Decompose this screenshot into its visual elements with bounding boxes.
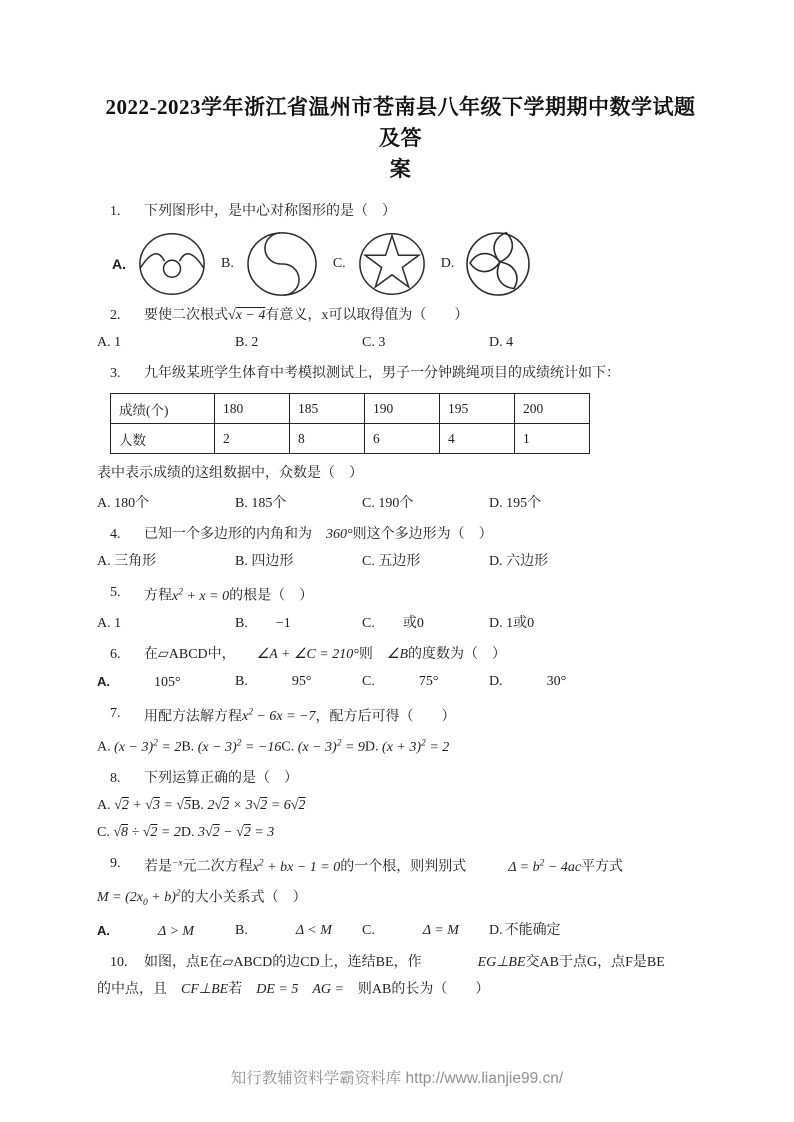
question-4 [97, 521, 704, 575]
table-cell: 4 [440, 424, 515, 454]
option-a [97, 668, 235, 696]
option-c-value: 75° [418, 673, 439, 689]
question-2-number: 2. [110, 308, 121, 323]
option-d: D. 195个 [489, 496, 542, 511]
option-a [97, 917, 235, 945]
center-symmetry-figure-d-icon [464, 230, 532, 298]
option-b-label: B. [235, 923, 248, 939]
option-a: A. 1 [97, 335, 122, 350]
option-b-label: B. [235, 673, 248, 689]
option-a-label: A. [97, 923, 110, 939]
option-c: C. 190个 [362, 496, 414, 511]
option-b: B. 四边形 [235, 554, 294, 569]
option-c [362, 917, 489, 945]
option-d: D. 4 [489, 335, 514, 350]
option-b-value: Δ < M [295, 923, 332, 939]
figure-option-c-label: C. [332, 256, 346, 271]
center-symmetry-figure-a-icon [136, 230, 208, 298]
figure-option-a-label: A. [112, 256, 126, 272]
question-2-stem-row [97, 302, 704, 329]
question-8-options-line2: C. √8 ÷ √2 = 2D. 3√2 − √2 = 3 [97, 824, 275, 840]
question-2-options [97, 329, 704, 356]
option-b [235, 668, 362, 696]
table-cell: 8 [290, 424, 365, 454]
question-8 [97, 765, 704, 846]
page-title [97, 92, 704, 185]
question-2 [97, 302, 704, 356]
question-3 [97, 360, 704, 517]
question-4-stem-row [97, 521, 704, 548]
option-b: B. −1 [235, 615, 291, 631]
question-7-number: 7. [110, 705, 121, 721]
table-cell: 180 [215, 394, 290, 424]
question-4-number: 4. [110, 527, 121, 542]
option-a: A. 三角形 [97, 554, 157, 569]
score-table-row-scores [111, 394, 590, 424]
question-7-stem: 用配方法解方程$x^2 - 6x = -7$，配方后可得（ ） [144, 707, 456, 725]
question-3-note: 表中表示成绩的这组数据中，众数是（ ） [97, 466, 363, 481]
question-1-stem: 下列图形中，是中心对称图形的是（ ） [144, 204, 396, 219]
table-cell: 200 [515, 394, 590, 424]
page-title-line2: 案 [389, 157, 412, 181]
center-symmetry-figure-c-icon [356, 230, 428, 298]
option-b-value: 95° [291, 673, 312, 689]
option-d-label: D. [489, 673, 503, 689]
question-3-stem-row [97, 360, 704, 387]
score-table [110, 393, 590, 454]
option-c: C. 3 [362, 335, 386, 350]
option-c-label: C. [362, 673, 375, 689]
option-a-label: A. [97, 673, 110, 689]
question-5-number: 5. [110, 585, 121, 600]
question-7-stem-row [97, 700, 704, 731]
option-a-value: Δ > M [158, 924, 195, 940]
question-9-number: 9. [110, 855, 121, 871]
question-3-stem: 九年级某班学生体育中考模拟测试上，男子一分钟跳绳项目的成绩统计如下： [144, 366, 620, 381]
option-c: C. 或0 [362, 615, 424, 631]
question-9-stem-row [97, 850, 704, 881]
question-8-number: 8. [110, 770, 121, 786]
figure-option-d-label: D. [440, 256, 455, 271]
question-6-stem-row [97, 641, 704, 668]
option-d [489, 917, 704, 945]
option-c: C. 五边形 [362, 554, 421, 569]
table-cell: 2 [215, 424, 290, 454]
question-10 [97, 949, 704, 1003]
table-cell: 195 [440, 394, 515, 424]
option-a: A. 1 [97, 615, 122, 631]
option-d-value: 不能确定 [504, 923, 561, 939]
question-6-stem: 在▱ABCD中， ∠A + ∠C = 210°则 ∠B的度数为（ ） [144, 646, 507, 662]
option-b [235, 917, 362, 945]
question-7-options: A. $(x - 3)^2 = 2B$. $(x - 3)^2 = -16C$. $(x - 3)^2 = 9D$. $(x + 3)^2 = 2$ [97, 738, 450, 755]
option-d [489, 668, 704, 696]
question-7 [97, 700, 704, 761]
question-1 [97, 198, 704, 298]
option-a: A. 180个 [97, 496, 150, 511]
question-9 [97, 850, 704, 945]
table-cell: 1 [515, 424, 590, 454]
figure-option-b-label: B. [221, 256, 234, 271]
question-2-stem: 要使二次根式√x − 4有意义，x可以取得值为（ ） [144, 308, 469, 323]
question-6 [97, 641, 704, 696]
table-cell: 190 [365, 394, 440, 424]
question-5-options [97, 610, 704, 637]
option-c-value: Δ = M [422, 923, 459, 939]
question-4-options [97, 548, 704, 575]
question-9-stem-line2: $M = (2x_0 + b)^2$的大小关系式（ ） [97, 888, 307, 909]
question-8-stem: 下列运算正确的是（ ） [144, 770, 298, 786]
option-d-value: 30° [546, 673, 567, 689]
option-b: B. 2 [235, 335, 259, 350]
question-1-stem-row [97, 198, 704, 225]
question-4-stem: 已知一个多边形的内角和为 360°则这个多边形为（ ） [144, 527, 493, 542]
question-9-options [97, 917, 704, 945]
option-c [362, 668, 489, 696]
option-b: B. 185个 [235, 496, 287, 511]
question-5 [97, 579, 704, 637]
question-3-number: 3. [110, 366, 121, 381]
table-cell-score-header: 成绩(个) [111, 394, 215, 424]
question-9-stem-line1: 若是$^{-x}$元二次方程$x^2$ + bx − 1 = 0的一个根，则判别式 $\Delta = b^2 - 4ac$平方式 [144, 857, 624, 875]
option-c-label: C. [362, 923, 375, 939]
option-d: D. 六边形 [489, 554, 549, 569]
question-1-number: 1. [110, 204, 121, 219]
footer-watermark: 知行教辅资料学霸资料库 http://www.lianjie99.cn/ [230, 1070, 564, 1087]
question-1-figures [97, 230, 704, 298]
question-8-stem-row [97, 765, 704, 792]
center-symmetry-figure-b-icon [244, 230, 320, 298]
question-5-stem-row [97, 579, 704, 610]
option-a-value: 105° [154, 674, 181, 690]
question-6-options [97, 668, 704, 696]
question-3-options [97, 490, 704, 517]
question-10-stem-row [97, 949, 704, 976]
table-cell-count-header: 人数 [111, 424, 215, 454]
table-cell: 185 [290, 394, 365, 424]
question-5-stem: 方程$x^2 + x = 0$的根是（ ） [144, 587, 314, 604]
question-10-stem-line2: 的中点，且 CF⊥BE若 DE = 5 AG = 则AB的长为（ ） [97, 982, 490, 998]
question-10-stem-line1: 如图，点E在▱ABCD的边CD上，连结BE，作 EG⊥BE交AB于点G，点F是BE [144, 955, 665, 971]
question-10-number: 10. [110, 955, 128, 971]
table-cell: 6 [365, 424, 440, 454]
page-title-line1: 2022-2023学年浙江省温州市苍南县八年级下学期期中数学试题及答 [105, 95, 696, 150]
option-d-label: D. [489, 923, 503, 939]
option-d: D. 1或0 [489, 615, 535, 631]
question-8-options-line1: A. √2 + √3 = √5B. 2√2 × 3√2 = 6√2 [97, 797, 306, 813]
question-6-number: 6. [110, 646, 121, 662]
score-table-row-counts [111, 424, 590, 454]
